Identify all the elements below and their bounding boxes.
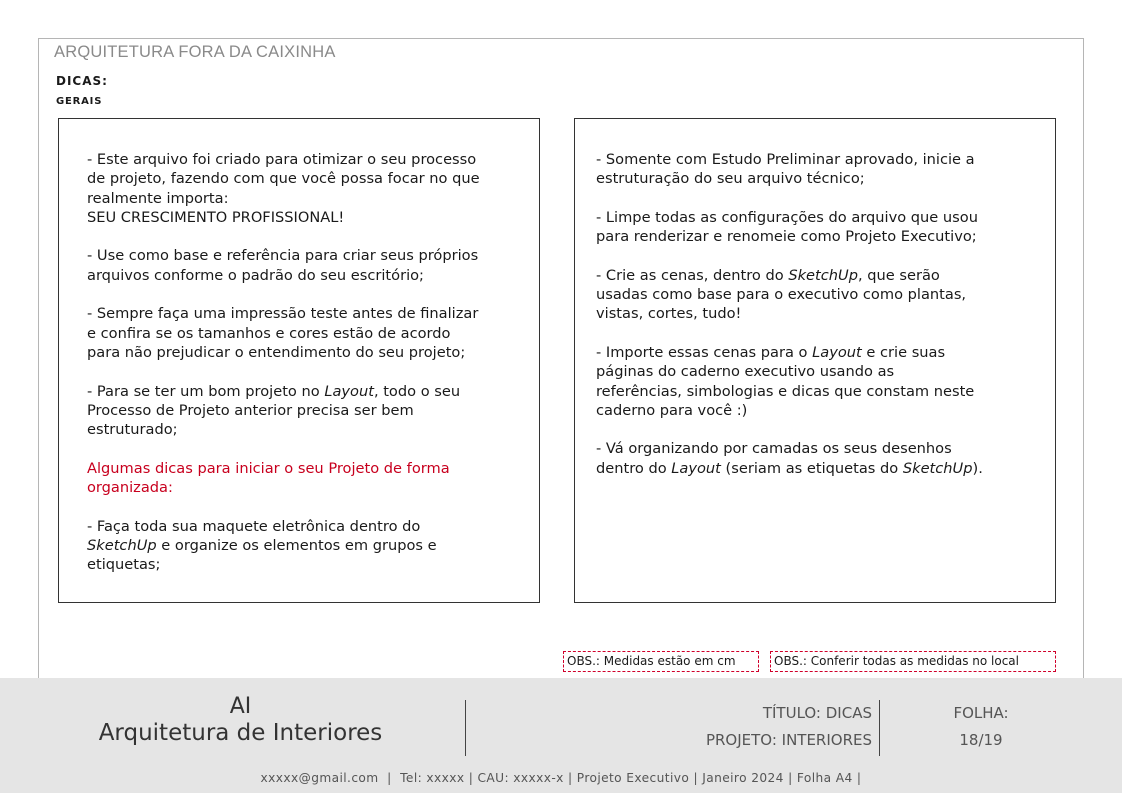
contact-line: xxxxx@gmail.com | Tel: xxxxx | CAU: xxxxx-x | Projeto Executivo | Janeiro 2024 | Folha A4 | — [260, 771, 862, 785]
text-run: e crie suas páginas do caderno executivo usando as referências, simbologias e dicas que constam neste caderno para você :) — [596, 343, 975, 419]
software-name: SketchUp — [87, 536, 157, 554]
note-check-measures: OBS.: Conferir todas as medidas no local — [770, 651, 1056, 672]
software-name: Layout — [324, 382, 374, 400]
divider — [879, 700, 880, 756]
sheet-title: TÍTULO: DICAS — [762, 704, 872, 722]
tip-paragraph: - Use como base e referência para criar seus próprios arquivos conforme o padrão do seu escritório; — [87, 247, 479, 284]
tip-paragraph — [87, 382, 519, 440]
section-title: DICAS: — [56, 74, 108, 88]
text-run: ). — [972, 459, 983, 477]
logo-name: Arquitetura de Interiores — [98, 720, 383, 746]
text-run: - Crie as cenas, dentro do — [596, 266, 789, 284]
text-run: - Faça toda sua maquete eletrônica dentro do — [87, 517, 421, 535]
text-run: e organize os elementos em grupos e etiquetas; — [87, 536, 437, 574]
section-subtitle: GERAIS — [56, 96, 103, 107]
tip-paragraph — [596, 439, 1035, 478]
tip-paragraph: - Sempre faça uma impressão teste antes de finalizar e confira se os tamanhos e cores estão de acordo para não prejudicar o entendimento do seu projeto; — [87, 305, 479, 361]
brand-title: ARQUITETURA FORA DA CAIXINHA — [54, 43, 336, 61]
tip-paragraph: - Este arquivo foi criado para otimizar o seu processo de projeto, fazendo com que você possa focar no que realmente importa: SEU CRESCIMENTO PROFISSIONAL! — [87, 151, 480, 226]
text-run: - Para se ter um bom projeto no — [87, 382, 325, 400]
software-name: Layout — [671, 459, 721, 477]
text-run: - Vá organizando por camadas os seus desenhos dentro do — [596, 440, 952, 477]
divider — [465, 700, 466, 756]
sheet-label: FOLHA: — [953, 704, 1009, 722]
text-run: , que serão usadas como base para o executivo como plantas, vistas, cortes, tudo! — [596, 266, 967, 323]
text-run: , todo o seu Processo de Projeto anterior precisa ser bem estruturado; — [87, 382, 461, 439]
note-units: OBS.: Medidas estão em cm — [563, 651, 759, 672]
tip-paragraph: - Somente com Estudo Preliminar aprovado, inicie a estruturação do seu arquivo técnico; — [596, 151, 975, 188]
title-block — [0, 678, 1122, 793]
tip-paragraph — [596, 343, 1035, 420]
tips-box-left — [58, 118, 540, 603]
highlight-paragraph: Algumas dicas para iniciar o seu Projeto de forma organizada: — [87, 459, 450, 497]
software-name: SketchUp — [788, 266, 858, 284]
software-name: SketchUp — [902, 459, 973, 477]
logo-short: AI — [229, 694, 252, 719]
sheet-number: 18/19 — [959, 731, 1003, 749]
project-name: PROJETO: INTERIORES — [705, 731, 872, 749]
tip-paragraph — [596, 266, 1035, 324]
tips-box-right — [574, 118, 1056, 603]
tip-paragraph: - Limpe todas as configurações do arquivo que usou para renderizar e renomeie como Projeto Executivo; — [596, 208, 978, 246]
text-run: (seriam as etiquetas do — [720, 459, 903, 477]
text-run: - Importe essas cenas para o — [596, 343, 813, 361]
software-name: Layout — [812, 343, 862, 361]
tip-paragraph — [87, 517, 519, 575]
